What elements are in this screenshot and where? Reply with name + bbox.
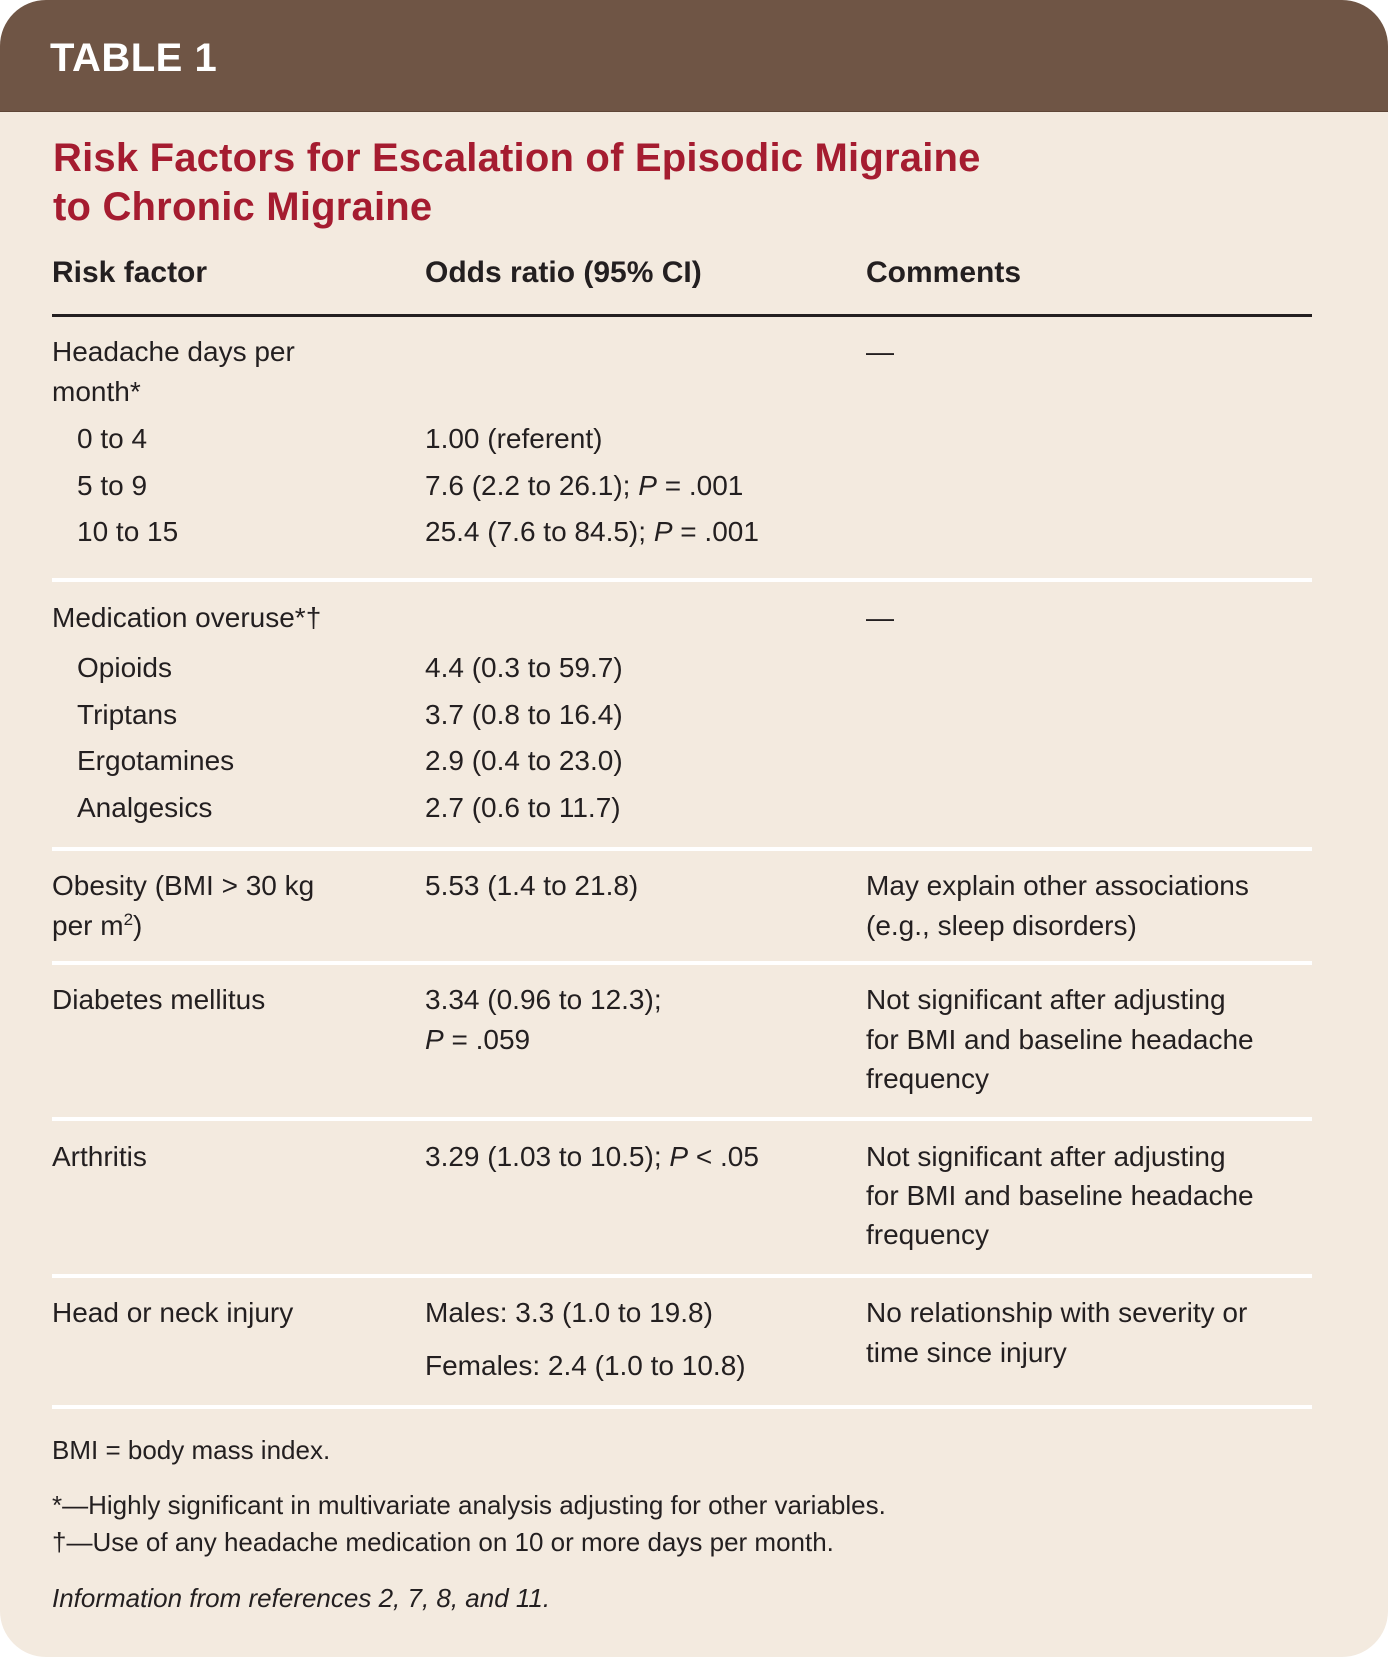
risk-factor-text: per m <box>52 910 124 941</box>
risk-factor-cell-cont: month* <box>52 376 141 407</box>
comment-cell-cont: frequency <box>866 1219 989 1250</box>
risk-factor-cell-cont <box>52 906 142 946</box>
subrow-label: Analgesics <box>77 792 213 823</box>
footnote-dagger: †—Use of any headache medication on 10 or more days per month. <box>52 1527 834 1557</box>
risk-factor-text: ) <box>133 910 143 941</box>
risk-factor-cell: Diabetes mellitus <box>52 984 266 1015</box>
source-note: Information from references 2, 7, 8, and 11. <box>52 1583 551 1613</box>
comment-cell: No relationship with severity or <box>866 1297 1248 1328</box>
p-label: P <box>638 470 657 501</box>
p-label: P <box>669 1141 689 1172</box>
risk-factor-cell: Obesity (BMI > 30 kg <box>52 870 315 901</box>
subrow-label: 5 to 9 <box>77 470 148 501</box>
column-header-odds-ratio: Odds ratio (95% CI) <box>425 256 702 289</box>
column-header-comments: Comments <box>866 256 1022 289</box>
odds-ratio-cell <box>425 419 602 459</box>
row-divider <box>52 578 1312 582</box>
odds-ratio-cell <box>425 466 743 506</box>
subrow-label: 0 to 4 <box>77 423 148 454</box>
comment-cell: Not significant after adjusting <box>866 1141 1226 1172</box>
odds-ratio-value: 3.29 (1.03 to 10.5); <box>425 1141 670 1172</box>
risk-factor-cell: Headache days per <box>52 336 295 367</box>
comment-cell-cont: time since injury <box>866 1337 1067 1368</box>
comment-cell: Not significant after adjusting <box>866 984 1226 1015</box>
risk-factor-cell: Arthritis <box>52 1141 147 1172</box>
odds-ratio-cell: 3.7 (0.8 to 16.4) <box>425 699 623 730</box>
odds-ratio-cell <box>425 1137 759 1177</box>
comment-cell-cont: for BMI and baseline headache <box>866 1180 1254 1211</box>
column-header-risk-factor: Risk factor <box>52 256 208 289</box>
table-label: TABLE 1 <box>50 36 218 80</box>
table-title-line-1: Risk Factors for Escalation of Episodic Migraine <box>53 136 981 180</box>
p-value: < .05 <box>688 1141 759 1172</box>
odds-ratio-value: 1.00 (referent) <box>425 423 603 454</box>
table-label-band <box>0 0 1388 112</box>
subrow-label: Triptans <box>77 699 178 730</box>
odds-ratio-value: 7.6 (2.2 to 26.1); <box>425 470 639 501</box>
odds-ratio-cell: 5.53 (1.4 to 21.8) <box>425 870 639 901</box>
odds-ratio-cell: 2.9 (0.4 to 23.0) <box>425 745 623 776</box>
header-rule <box>52 314 1312 317</box>
subrow-label: Ergotamines <box>77 745 235 776</box>
subrow-label: 10 to 15 <box>77 516 179 547</box>
comment-cell-cont: for BMI and baseline headache <box>866 1024 1254 1055</box>
row-divider <box>52 1117 1312 1121</box>
comment-cell: May explain other associations <box>866 870 1249 901</box>
subrow-label: Opioids <box>77 652 172 683</box>
odds-ratio-value: 25.4 (7.6 to 84.5); <box>425 516 654 547</box>
superscript: 2 <box>123 910 134 929</box>
odds-ratio-cell-cont: Females: 2.4 (1.0 to 10.8) <box>425 1350 746 1381</box>
comment-cell-cont: frequency <box>866 1063 989 1094</box>
row-divider <box>52 1274 1312 1278</box>
p-value: = .001 <box>656 470 744 501</box>
odds-ratio-cell: 3.34 (0.96 to 12.3); <box>425 984 662 1015</box>
odds-ratio-cell <box>425 512 759 552</box>
footnote-abbreviation: BMI = body mass index. <box>52 1435 331 1465</box>
odds-ratio-cell: 2.7 (0.6 to 11.7) <box>425 792 621 823</box>
table-title <box>53 134 1253 232</box>
p-value: = .001 <box>672 516 759 547</box>
odds-ratio-cell-cont <box>425 1020 530 1060</box>
p-label: P <box>653 516 673 547</box>
odds-ratio-cell: Males: 3.3 (1.0 to 19.8) <box>425 1297 713 1328</box>
table-title-line-2: to Chronic Migraine <box>53 185 433 229</box>
table-bottom-rule <box>52 1405 1312 1409</box>
row-divider <box>52 847 1312 851</box>
comment-cell-cont: (e.g., sleep disorders) <box>866 910 1137 941</box>
comment-cell: — <box>866 602 894 633</box>
p-value: = .059 <box>443 1024 531 1055</box>
footnote-star: *—Highly significant in multivariate analysis adjusting for other variables. <box>52 1490 886 1520</box>
comment-cell: — <box>866 336 894 367</box>
odds-ratio-cell: 4.4 (0.3 to 59.7) <box>425 652 623 683</box>
row-divider <box>52 961 1312 965</box>
p-label: P <box>425 1024 444 1055</box>
risk-factor-cell: Head or neck injury <box>52 1297 294 1328</box>
risk-factor-cell: Medication overuse*† <box>52 602 322 633</box>
